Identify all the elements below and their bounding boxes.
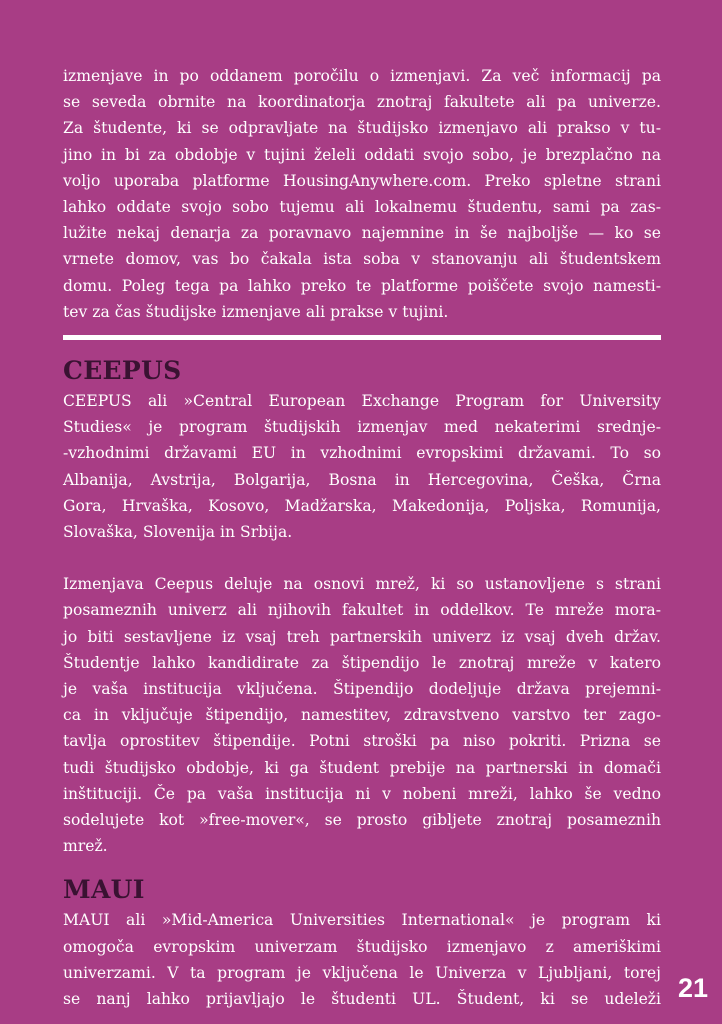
text-line: se nanj lahko prijavljajo le študenti UL. Študent, ki se udeleži [63,990,661,1009]
text-line: MAUI ali »Mid-America Universities International« je program ki [63,911,661,930]
text-line: Albanija, Avstrija, Bolgarija, Bosna in Hercegovina, Češka, Črna [63,470,661,489]
text-line: Študentje lahko kandidirate za štipendijo le znotraj mreže v katero [63,653,661,672]
text-line: Slovaška, Slovenija in Srbija. [63,523,293,542]
text-line: Izmenjava Ceepus deluje na osnovi mrež, ki so ustanovljene s strani [63,575,661,594]
text-line: posameznih univerz ali njihovih fakultet in oddelkov. Te mreže mora- [63,601,661,620]
paragraph-gap [63,545,661,571]
text-line: univerzami. V ta program je vključena le Univerza v Ljubljani, torej [63,963,661,982]
page-number: 21 [677,973,708,1003]
text-line: omogoča evropskim univerzam študijsko izmenjavo z ameriškimi [63,937,661,956]
text-line: CEEPUS ali »Central European Exchange Program for University [63,392,661,411]
text-line: domu. Poleg tega pa lahko preko te platforme poiščete svojo namesti- [63,276,661,295]
text-line: mrež. [63,837,108,856]
text-line: se seveda obrnite na koordinatorja znotraj fakultete ali pa univerze. [63,93,661,112]
text-line: lahko oddate svojo sobo tujemu ali lokalnemu študentu, sami pa zas- [63,198,661,217]
text-line: jino in bi za obdobje v tujini želeli oddati svojo sobo, je brezplačno na [63,145,661,164]
text-line: -vzhodnimi državami EU in vzhodnimi evropskimi državami. To so [63,444,661,463]
section-divider [63,335,661,340]
text-line: izmenjave in po oddanem poročilu o izmenjavi. Za več informacij pa [63,67,661,85]
text-line: sodelujete kot »free-mover«, se prosto gibljete znotraj posameznih [63,811,661,830]
text-line: Za študente, ki se odpravljate na študijsko izmenjavo ali prakso v tu- [63,119,661,138]
intro-paragraph [63,63,661,325]
text-line: lužite nekaj denarja za poravnavo najemnine in še najboljše — ko se [63,224,661,243]
text-line: tudi študijsko obdobje, ki ga študent prebije na partnerski in domači [63,758,661,777]
text-line: je vaša institucija vključena. Štipendijo dodeljuje država prejemni- [63,680,661,699]
maui-heading: MAUI [63,875,145,905]
ceepus-heading: CEEPUS [63,356,182,386]
page-content [63,63,661,1012]
ceepus-paragraph-2 [63,571,661,859]
maui-paragraph-1 [63,907,661,1012]
text-line: ca in vključuje štipendijo, namestitev, zdravstveno varstvo ter zago- [63,706,661,725]
text-line: Gora, Hrvaška, Kosovo, Madžarska, Makedonija, Poljska, Romunija, [63,496,661,515]
text-line: tev za čas študijske izmenjave ali prakse v tujini. [63,302,449,321]
ceepus-paragraph-1 [63,388,661,545]
text-line: inštituciji. Če pa vaša institucija ni v nobeni mreži, lahko še vedno [63,784,661,803]
text-line: jo biti sestavljene iz vsaj treh partnerskih univerz iz vsaj dveh držav. [63,627,661,646]
text-line: Studies« je program študijskih izmenjav med nekaterimi srednje- [63,418,661,437]
text-line: voljo uporaba platforme HousingAnywhere.com. Preko spletne strani [63,171,661,190]
text-line: vrnete domov, vas bo čakala ista soba v stanovanju ali študentskem [63,250,661,269]
text-line: tavlja oprostitev štipendije. Potni stroški pa niso pokriti. Prizna se [63,732,661,751]
